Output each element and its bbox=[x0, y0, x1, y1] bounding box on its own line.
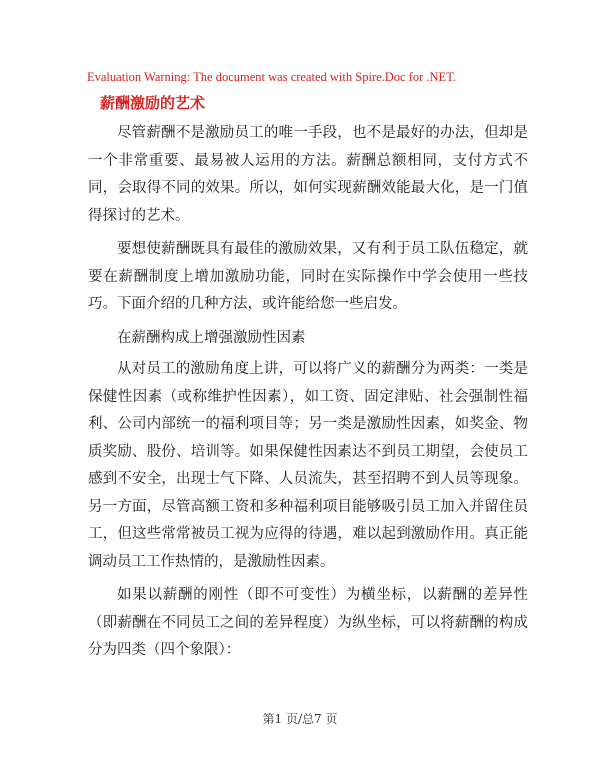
document-body bbox=[88, 120, 528, 671]
document-title: 薪酬激励的艺术 bbox=[100, 94, 206, 112]
paragraph-factors: 从对员工的激励角度上讲，可以将广义的薪酬分为两类：一类是保健性因素（或称维护性因素），如工资、固定津贴、社会强制性福利、公司内部统一的福利项目等；另一类是激励性因素，如奖金、物质奖励、股份、培训等。如果保健性因素达不到员工期望，会使员工感到不安全，出现士气下降、人员流失，甚至招聘不到人员等现象。另一方面，尽管高额工资和多种福利项目能够吸引员工加入并留住员工，但这些常常被员工视为应得的待遇，难以起到激励作用。真正能调动员工工作热情的，是激励性因素。 bbox=[88, 361, 528, 570]
evaluation-warning: Evaluation Warning: The document was created with Spire.Doc for .NET. bbox=[87, 70, 457, 84]
paragraph-goal: 要想使薪酬既具有最佳的激励效果，又有利于员工队伍稳定，就要在薪酬制度上增加激励功能，同时在实际操作中学会使用一些技巧。下面介绍的几种方法，或许能给您一些启发。 bbox=[88, 241, 528, 312]
section-heading: 在薪酬构成上增强激励性因素 bbox=[117, 329, 306, 346]
paragraph-intro: 尽管薪酬不是激励员工的唯一手段，也不是最好的办法，但却是一个非常重要、最易被人运用的方法。薪酬总额相同，支付方式不同，会取得不同的效果。所以，如何实现薪酬效能最大化，是一门值得探讨的艺术。 bbox=[88, 125, 528, 224]
paragraph-quadrants: 如果以薪酬的刚性（即不可变性）为横坐标，以薪酬的差异性（即薪酬在不同员工之间的差异程度）为纵坐标，可以将薪酬的构成分为四类（四个象限）： bbox=[88, 587, 528, 658]
page-footer: 第1 页/总7 页 bbox=[262, 712, 338, 726]
